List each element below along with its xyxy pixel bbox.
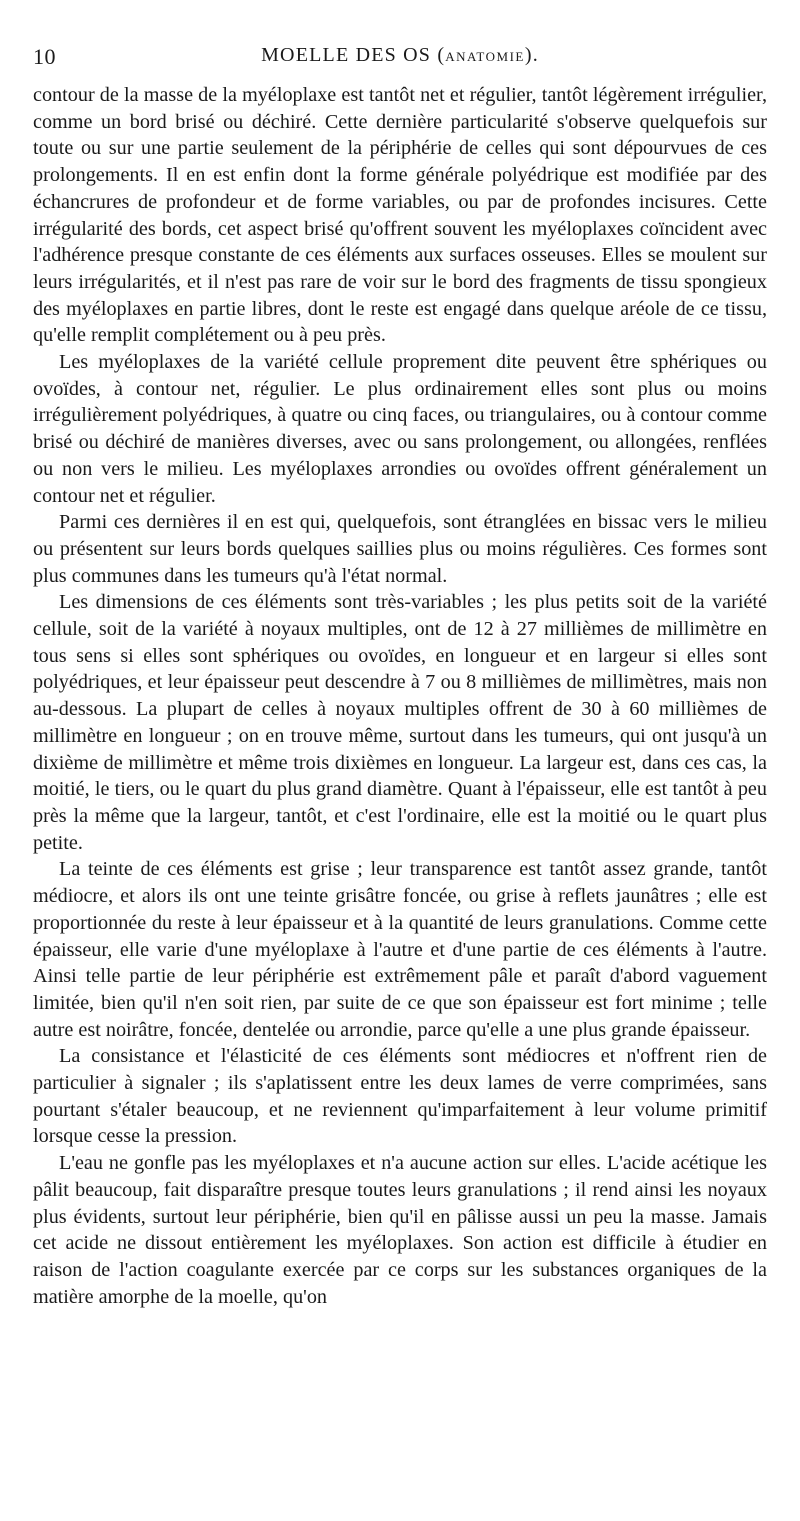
paragraph: La teinte de ces éléments est grise ; leur transparence est tantôt assez grande, tantôt médiocre, et alors ils ont une teinte grisâtre foncée, ou grise à reflets jaunâtres ; elle est proportionnée du reste à leur épaisseur et à la quantité de leurs granulations. Comme cette épaisseur, elle varie d'une myéloplaxe à l'autre et d'une partie de ces éléments à l'autre. Ainsi telle partie de leur périphérie est extrêmement pâle et paraît d'abord vaguement limitée, bien qu'il n'en soit rien, par suite de ce que son épaisseur est fort minime ; telle autre est noirâtre, foncée, dentelée ou arrondie, parce qu'elle a une plus grande épaisseur.: [33, 858, 767, 1041]
running-title-section: ANATOMIE: [445, 49, 525, 64]
page-number: 10: [33, 44, 56, 69]
page: [33, 42, 767, 1310]
running-title-main: MOELLE DES OS: [261, 44, 432, 66]
paragraph: Les dimensions de ces éléments sont très-variables ; les plus petits soit de la variété cellule, soit de la variété à noyaux multiples, ont de 12 à 27 millièmes de millimètre en tous sens si elles sont sphériques ou ovoïdes, en longueur et en largeur si elles sont polyédriques, et leur épaisseur peut descendre à 7 ou 8 millièmes de millimètres, mais non au-dessous. La plupart de celles à noyaux multiples offrent de 30 à 60 millièmes de millimètre en longueur ; on en trouve même, surtout dans les tumeurs, qui ont jusqu'à un dixième de millimètre et même trois dixièmes en longueur. La largeur est, dans ces cas, la moitié, le tiers, ou le quart du plus grand diamètre. Quant à l'épaisseur, elle est tantôt à peu près la même que la largeur, tantôt, et c'est l'ordinaire, elle est la moitié ou le quart plus petite.: [33, 591, 767, 854]
running-title: MOELLE DES OS (ANATOMIE).: [261, 44, 539, 66]
running-head: [33, 42, 767, 82]
paragraph: La consistance et l'élasticité de ces éléments sont médiocres et n'offrent rien de particulier à signaler ; ils s'aplatissent entre les deux lames de verre comprimées, sans pourtant s'étaler beaucoup, et ne reviennent qu'imparfaitement à leur volume primitif lorsque cesse la pression.: [33, 1045, 767, 1148]
paragraph: L'eau ne gonfle pas les myéloplaxes et n'a aucune action sur elles. L'acide acétique les pâlit beaucoup, fait disparaître presque toutes leurs granulations ; il rend ainsi les noyaux plus évidents, surtout leur périphérie, bien qu'il en pâlisse aussi un peu la masse. Jamais cet acide ne dissout entièrement les myéloplaxes. Son action est difficile à étudier en raison de l'action coagulante exercée par ce corps sur les substances organiques de la matière amorphe de la moelle, qu'on: [33, 1152, 767, 1308]
paragraph: Les myéloplaxes de la variété cellule proprement dite peuvent être sphériques ou ovoïdes, à contour net, régulier. Le plus ordinairement elles sont plus ou moins irrégulièrement polyédriques, à quatre ou cinq faces, ou triangulaires, ou à contour comme brisé ou déchiré de manières diverses, avec ou sans prolongement, ou allongées, renflées ou non vers le milieu. Les myéloplaxes arrondies ou ovoïdes offrent généralement un contour net et régulier.: [33, 351, 767, 507]
paragraph: contour de la masse de la myéloplaxe est tantôt net et régulier, tantôt légèrement irrégulier, comme un bord brisé ou déchiré. Cette dernière particularité s'observe quelquefois sur toute ou sur une partie seulement de la périphérie de celles qui sont dépourvues de ces prolongements. Il en est enfin dont la forme générale polyédrique est modifiée par des échancrures de profondeur et de forme variables, ou par de profondes incisures. Cette irrégularité des bords, cet aspect brisé qu'offrent souvent les myéloplaxes coïncident avec l'adhérence presque constante de ces éléments aux surfaces osseuses. Elles se moulent sur leurs irrégularités, et il n'est pas rare de voir sur le bord des fragments de tissu spongieux des myéloplaxes en partie libres, dont le reste est engagé dans quelque aréole de ce tissu, qu'elle remplit complétement ou à peu près.: [33, 84, 767, 347]
body-text: [33, 82, 767, 1310]
paragraph: Parmi ces dernières il en est qui, quelquefois, sont étranglées en bissac vers le milieu ou présentent sur leurs bords quelques saillies plus ou moins régulières. Ces formes sont plus communes dans les tumeurs qu'à l'état normal.: [33, 511, 767, 587]
